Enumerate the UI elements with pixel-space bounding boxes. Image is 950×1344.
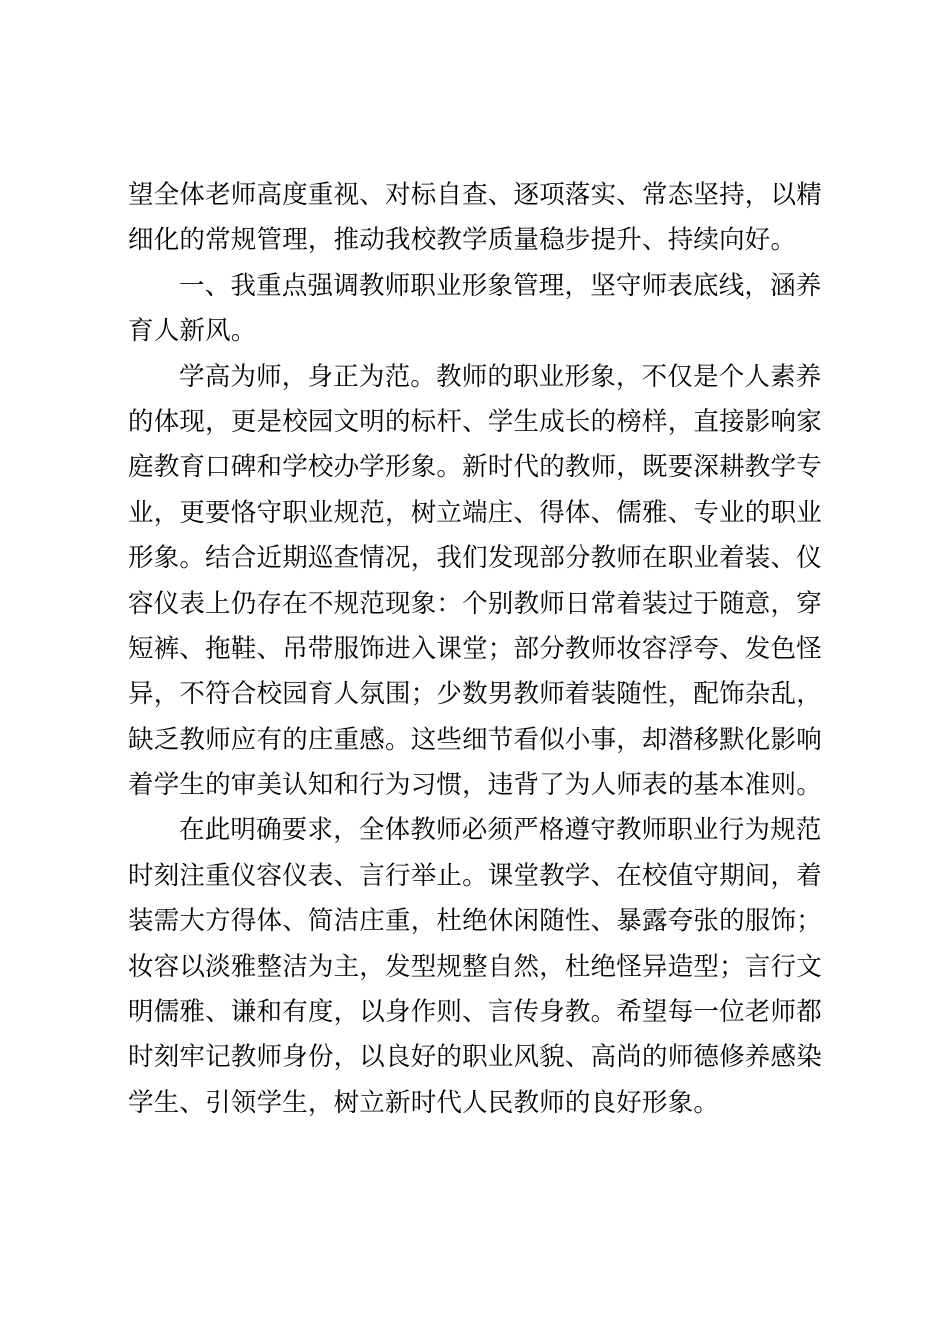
text-line: 明儒雅、谦和有度，以身作则、言传身教。希望每一位老师都 (128, 997, 822, 1028)
text-line: 学高为师，身正为范。教师的职业形象，不仅是个人素养 (179, 361, 822, 392)
text-line: 业，更要恪守职业规范，树立端庄、得体、儒雅、专业的职业 (128, 497, 822, 528)
text-line: 望全体老师高度重视、对标自查、逐项落实、常态坚持，以精 (128, 180, 822, 210)
text-line: 形象。结合近期巡查情况，我们发现部分教师在职业着装、仪 (128, 543, 822, 574)
text-line: 庭教育口碑和学校办学形象。新时代的教师，既要深耕教学专 (128, 452, 822, 483)
text-line: 一、我重点强调教师职业形象管理，坚守师表底线，涵养 (179, 270, 822, 301)
text-line: 在此明确要求，全体教师必须严格遵守教师职业行为规范 (179, 815, 822, 846)
text-line: 缺乏教师应有的庄重感。这些细节看似小事，却潜移默化影响 (128, 724, 822, 755)
paragraph-professional-image (128, 355, 833, 809)
paragraph-requirements (128, 808, 833, 1126)
text-line: 学生、引领学生，树立新时代人民教师的良好形象。 (128, 1087, 720, 1118)
section-heading-1 (128, 264, 833, 355)
paragraph-intro-continuation (128, 173, 833, 264)
text-line: 短裤、拖鞋、吊带服饰进入课堂；部分教师妆容浮夸、发色怪 (128, 633, 822, 664)
text-line: 装需大方得体、简洁庄重，杜绝休闲随性、暴露夸张的服饰； (128, 906, 822, 937)
document-body (128, 173, 833, 1126)
text-line: 时刻注重仪容仪表、言行举止。课堂教学、在校值守期间，着 (128, 860, 822, 891)
text-line: 细化的常规管理，推动我校教学质量稳步提升、持续向好。 (128, 225, 797, 256)
text-line: 异，不符合校园育人氛围；少数男教师着装随性，配饰杂乱， (128, 679, 822, 710)
text-line: 着学生的审美认知和行为习惯，违背了为人师表的基本准则。 (128, 770, 822, 801)
text-line: 育人新风。 (128, 316, 257, 347)
text-line: 妆容以淡雅整洁为主，发型规整自然，杜绝怪异造型；言行文 (128, 951, 822, 982)
text-line: 时刻牢记教师身份，以良好的职业风貌、高尚的师德修养感染 (128, 1042, 822, 1073)
text-line: 的体现，更是校园文明的标杆、学生成长的榜样，直接影响家 (128, 406, 822, 437)
text-line: 容仪表上仍存在不规范现象：个别教师日常着装过于随意，穿 (128, 588, 822, 619)
